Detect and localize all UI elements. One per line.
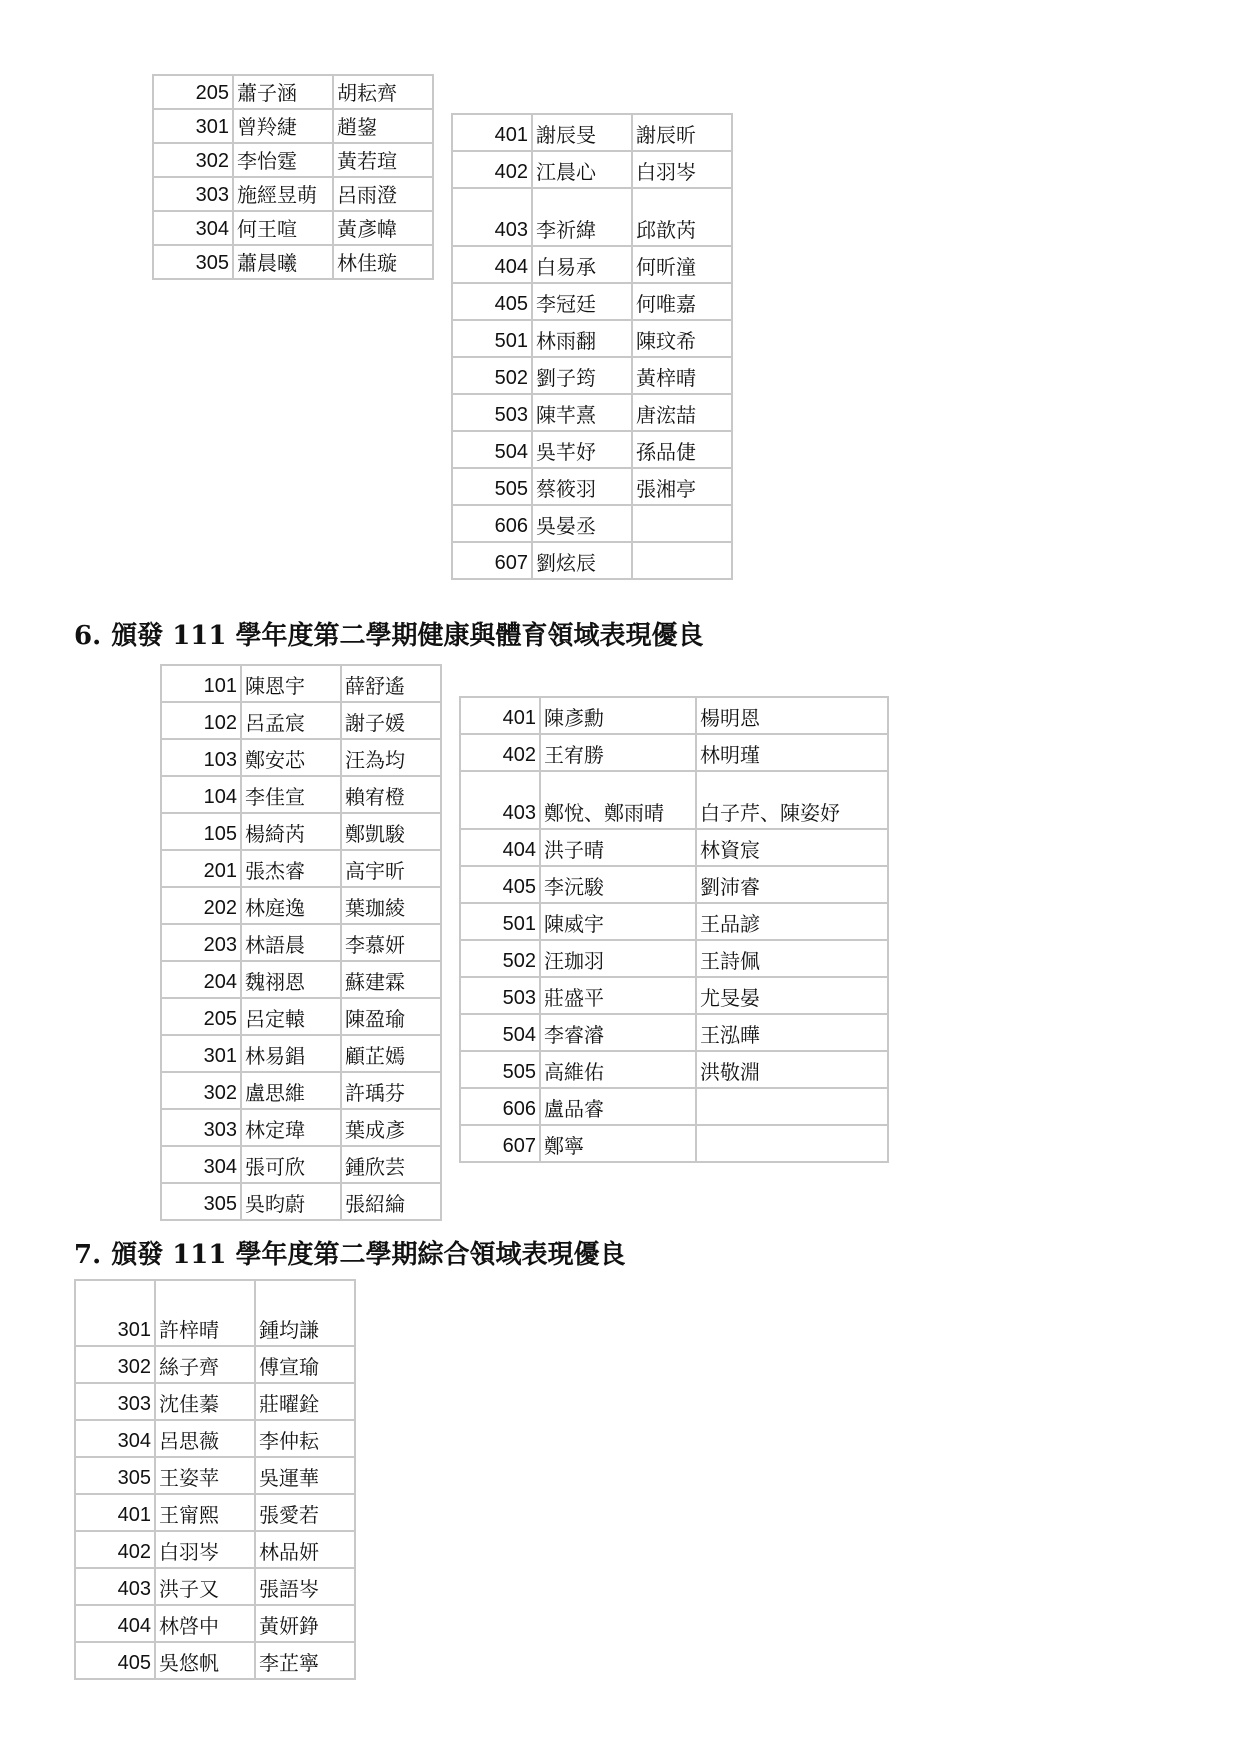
class-number-cell: 505 <box>460 1051 540 1088</box>
student-name-cell: 曾羚緁 <box>233 109 333 143</box>
class-number-cell: 502 <box>452 357 532 394</box>
section-title: 頒發 111 學年度第二學期綜合領域表現優良 <box>111 1240 626 1270</box>
student-name-cell: 林雨翻 <box>532 320 632 357</box>
class-number-cell: 304 <box>153 211 233 245</box>
table-row <box>460 940 888 977</box>
student-name-cell: 趙鋆 <box>333 109 433 143</box>
section-title: 頒發 111 學年度第二學期健康與體育領域表現優良 <box>111 621 704 651</box>
student-name-cell: 高維佑 <box>540 1051 696 1088</box>
table-row <box>452 320 732 357</box>
student-name-cell: 白易承 <box>532 246 632 283</box>
class-number-cell: 405 <box>452 283 532 320</box>
student-name-cell: 王甯熙 <box>155 1494 255 1531</box>
student-name-cell: 李冠廷 <box>532 283 632 320</box>
table-row <box>452 394 732 431</box>
student-name-cell: 葉成彥 <box>341 1109 441 1146</box>
table-row <box>460 829 888 866</box>
student-name-cell: 張杰睿 <box>241 850 341 887</box>
student-name-cell <box>696 1088 888 1125</box>
class-number-cell: 304 <box>161 1146 241 1183</box>
student-name-cell: 林語晨 <box>241 924 341 961</box>
student-name-cell: 陳芊熹 <box>532 394 632 431</box>
student-name-cell: 黃彥幃 <box>333 211 433 245</box>
class-number-cell: 301 <box>161 1035 241 1072</box>
table-row <box>452 114 732 151</box>
class-number-cell: 303 <box>161 1109 241 1146</box>
class-number-cell: 202 <box>161 887 241 924</box>
table-row <box>460 771 888 829</box>
table-row <box>75 1457 355 1494</box>
student-name-cell <box>696 1125 888 1162</box>
student-name-cell: 蕭晨曦 <box>233 245 333 279</box>
student-name-cell: 王宥勝 <box>540 734 696 771</box>
class-number-cell: 305 <box>161 1183 241 1220</box>
student-name-cell: 孫品倢 <box>632 431 732 468</box>
table-row <box>460 1014 888 1051</box>
student-name-cell: 林品妍 <box>255 1531 355 1568</box>
table-row <box>161 850 441 887</box>
class-number-cell: 504 <box>460 1014 540 1051</box>
student-name-cell: 白羽岑 <box>155 1531 255 1568</box>
student-name-cell: 何王喧 <box>233 211 333 245</box>
student-name-cell <box>632 505 732 542</box>
student-name-cell: 吳昀蔚 <box>241 1183 341 1220</box>
class-number-cell: 402 <box>460 734 540 771</box>
table-row <box>460 1088 888 1125</box>
class-number-cell: 404 <box>452 246 532 283</box>
student-name-cell: 呂孟宸 <box>241 702 341 739</box>
class-number-cell: 105 <box>161 813 241 850</box>
class-number-cell: 103 <box>161 739 241 776</box>
table-row <box>460 1051 888 1088</box>
section-7-heading <box>74 1242 626 1268</box>
table-row <box>75 1642 355 1679</box>
student-name-cell: 盧品睿 <box>540 1088 696 1125</box>
class-number-cell: 101 <box>161 665 241 702</box>
section-6-heading <box>74 623 704 649</box>
student-name-cell: 莊曜銓 <box>255 1383 355 1420</box>
table-row <box>75 1568 355 1605</box>
student-name-cell: 李祈緯 <box>532 188 632 246</box>
student-name-cell: 呂定轅 <box>241 998 341 1035</box>
student-name-cell: 呂雨澄 <box>333 177 433 211</box>
student-name-cell: 吳悠帆 <box>155 1642 255 1679</box>
class-number-cell: 402 <box>75 1531 155 1568</box>
integrative-activities-award-table <box>74 1279 356 1680</box>
table-row <box>452 283 732 320</box>
section-number: 7. <box>74 1240 102 1270</box>
student-name-cell: 洪子晴 <box>540 829 696 866</box>
class-number-cell: 403 <box>452 188 532 246</box>
class-number-cell: 302 <box>153 143 233 177</box>
class-number-cell: 401 <box>452 114 532 151</box>
table-row <box>452 151 732 188</box>
student-name-cell: 賴宥橙 <box>341 776 441 813</box>
table-row <box>153 211 433 245</box>
student-name-cell: 胡耘齊 <box>333 75 433 109</box>
class-number-cell: 403 <box>460 771 540 829</box>
class-number-cell: 301 <box>75 1280 155 1346</box>
table-row <box>161 739 441 776</box>
student-name-cell: 何昕潼 <box>632 246 732 283</box>
table-row <box>161 776 441 813</box>
class-number-cell: 304 <box>75 1420 155 1457</box>
student-name-cell: 顧芷嫣 <box>341 1035 441 1072</box>
class-number-cell: 305 <box>153 245 233 279</box>
table-row <box>460 697 888 734</box>
class-number-cell: 503 <box>460 977 540 1014</box>
table-row <box>452 246 732 283</box>
student-name-cell: 黃若瑄 <box>333 143 433 177</box>
student-name-cell: 謝子媛 <box>341 702 441 739</box>
student-name-cell: 張紹綸 <box>341 1183 441 1220</box>
class-number-cell: 501 <box>460 903 540 940</box>
student-name-cell: 黃妍錚 <box>255 1605 355 1642</box>
student-name-cell: 鄭安芯 <box>241 739 341 776</box>
student-name-cell: 劉炫辰 <box>532 542 632 579</box>
student-name-cell: 李仲耘 <box>255 1420 355 1457</box>
student-name-cell: 絲子齊 <box>155 1346 255 1383</box>
class-number-cell: 403 <box>75 1568 155 1605</box>
student-name-cell: 李沅駿 <box>540 866 696 903</box>
student-name-cell: 許梓晴 <box>155 1280 255 1346</box>
student-name-cell: 李佳宣 <box>241 776 341 813</box>
table-row <box>75 1346 355 1383</box>
class-number-cell: 201 <box>161 850 241 887</box>
class-number-cell: 606 <box>460 1088 540 1125</box>
student-name-cell: 鄭凱駿 <box>341 813 441 850</box>
student-name-cell: 鍾欣芸 <box>341 1146 441 1183</box>
class-number-cell: 405 <box>460 866 540 903</box>
student-name-cell: 林易錩 <box>241 1035 341 1072</box>
student-name-cell: 高宇昕 <box>341 850 441 887</box>
student-name-cell: 鍾均謙 <box>255 1280 355 1346</box>
student-name-cell: 汪珈羽 <box>540 940 696 977</box>
student-name-cell: 洪子又 <box>155 1568 255 1605</box>
student-name-cell: 楊綺芮 <box>241 813 341 850</box>
student-name-cell: 林佳璇 <box>333 245 433 279</box>
table-row <box>161 1109 441 1146</box>
student-name-cell: 陳盈瑜 <box>341 998 441 1035</box>
student-name-cell: 黃梓晴 <box>632 357 732 394</box>
table-row <box>161 813 441 850</box>
student-name-cell: 謝辰旻 <box>532 114 632 151</box>
class-number-cell: 303 <box>153 177 233 211</box>
student-name-cell: 謝辰昕 <box>632 114 732 151</box>
student-name-cell: 王姿苹 <box>155 1457 255 1494</box>
table-row <box>75 1605 355 1642</box>
table-row <box>452 468 732 505</box>
class-number-cell: 405 <box>75 1642 155 1679</box>
student-name-cell: 王品諺 <box>696 903 888 940</box>
student-name-cell: 王詩佩 <box>696 940 888 977</box>
student-name-cell: 李芷寧 <box>255 1642 355 1679</box>
table-row <box>460 903 888 940</box>
student-name-cell: 沈佳蓁 <box>155 1383 255 1420</box>
student-name-cell: 王泓曄 <box>696 1014 888 1051</box>
class-number-cell: 607 <box>460 1125 540 1162</box>
student-name-cell: 吳晏丞 <box>532 505 632 542</box>
student-name-cell: 李怡霆 <box>233 143 333 177</box>
table-row <box>161 1146 441 1183</box>
student-name-cell: 白羽岑 <box>632 151 732 188</box>
table-row <box>452 542 732 579</box>
class-number-cell: 301 <box>153 109 233 143</box>
class-number-cell: 505 <box>452 468 532 505</box>
table-row <box>452 188 732 246</box>
student-name-cell: 劉子筠 <box>532 357 632 394</box>
student-name-cell: 施經昱萌 <box>233 177 333 211</box>
student-name-cell: 劉沛睿 <box>696 866 888 903</box>
class-number-cell: 102 <box>161 702 241 739</box>
table-row <box>153 245 433 279</box>
student-name-cell: 許瑀芬 <box>341 1072 441 1109</box>
student-name-cell: 陳恩宇 <box>241 665 341 702</box>
student-name-cell: 張可欣 <box>241 1146 341 1183</box>
class-number-cell: 607 <box>452 542 532 579</box>
table-row <box>460 1125 888 1162</box>
table-row <box>153 177 433 211</box>
section-number: 6. <box>74 621 102 651</box>
table-row <box>161 1072 441 1109</box>
student-name-cell: 張語岑 <box>255 1568 355 1605</box>
class-number-cell: 402 <box>452 151 532 188</box>
table-row <box>161 998 441 1035</box>
class-number-cell: 404 <box>460 829 540 866</box>
class-number-cell: 104 <box>161 776 241 813</box>
student-name-cell: 傅宣瑜 <box>255 1346 355 1383</box>
class-number-cell: 606 <box>452 505 532 542</box>
student-name-cell: 林定瑋 <box>241 1109 341 1146</box>
student-name-cell: 林明瑾 <box>696 734 888 771</box>
class-number-cell: 302 <box>75 1346 155 1383</box>
student-name-cell: 陳威宇 <box>540 903 696 940</box>
class-number-cell: 503 <box>452 394 532 431</box>
student-name-cell: 鄭寧 <box>540 1125 696 1162</box>
student-name-cell: 何唯嘉 <box>632 283 732 320</box>
table-row <box>161 924 441 961</box>
table-row <box>161 961 441 998</box>
health-pe-award-table-grade-4-6 <box>459 696 889 1163</box>
student-name-cell: 尤旻晏 <box>696 977 888 1014</box>
class-number-cell: 204 <box>161 961 241 998</box>
health-pe-award-table-grade-1-3 <box>160 664 442 1221</box>
student-name-cell: 汪為均 <box>341 739 441 776</box>
student-name-cell: 唐浤喆 <box>632 394 732 431</box>
award-table-continued-grade-2-3 <box>152 74 434 280</box>
table-row <box>161 887 441 924</box>
table-row <box>75 1280 355 1346</box>
student-name-cell: 吳運華 <box>255 1457 355 1494</box>
student-name-cell: 林資宸 <box>696 829 888 866</box>
table-row <box>452 505 732 542</box>
student-name-cell: 薛舒遙 <box>341 665 441 702</box>
table-row <box>161 1035 441 1072</box>
student-name-cell: 白子芹、陳姿妤 <box>696 771 888 829</box>
student-name-cell: 洪敬淵 <box>696 1051 888 1088</box>
student-name-cell: 魏祤恩 <box>241 961 341 998</box>
student-name-cell: 張愛若 <box>255 1494 355 1531</box>
class-number-cell: 404 <box>75 1605 155 1642</box>
table-row <box>161 1183 441 1220</box>
student-name-cell <box>632 542 732 579</box>
table-row <box>452 431 732 468</box>
student-name-cell: 莊盛平 <box>540 977 696 1014</box>
table-row <box>75 1531 355 1568</box>
table-row <box>161 665 441 702</box>
class-number-cell: 205 <box>161 998 241 1035</box>
student-name-cell: 邱歆芮 <box>632 188 732 246</box>
class-number-cell: 501 <box>452 320 532 357</box>
table-row <box>153 143 433 177</box>
table-row <box>153 75 433 109</box>
student-name-cell: 江晨心 <box>532 151 632 188</box>
table-row <box>75 1383 355 1420</box>
table-row <box>75 1420 355 1457</box>
student-name-cell: 蘇建霖 <box>341 961 441 998</box>
student-name-cell: 李慕妍 <box>341 924 441 961</box>
table-row <box>75 1494 355 1531</box>
student-name-cell: 陳玟希 <box>632 320 732 357</box>
class-number-cell: 504 <box>452 431 532 468</box>
table-row <box>153 109 433 143</box>
class-number-cell: 302 <box>161 1072 241 1109</box>
student-name-cell: 楊明恩 <box>696 697 888 734</box>
table-row <box>460 866 888 903</box>
student-name-cell: 盧思維 <box>241 1072 341 1109</box>
student-name-cell: 張湘亭 <box>632 468 732 505</box>
class-number-cell: 303 <box>75 1383 155 1420</box>
class-number-cell: 305 <box>75 1457 155 1494</box>
student-name-cell: 林啓中 <box>155 1605 255 1642</box>
student-name-cell: 呂思薇 <box>155 1420 255 1457</box>
table-row <box>452 357 732 394</box>
award-table-continued-grade-4-6 <box>451 113 733 580</box>
student-name-cell: 李睿濬 <box>540 1014 696 1051</box>
table-row <box>460 977 888 1014</box>
student-name-cell: 蕭子涵 <box>233 75 333 109</box>
table-row <box>460 734 888 771</box>
class-number-cell: 205 <box>153 75 233 109</box>
student-name-cell: 鄭悅、鄭雨晴 <box>540 771 696 829</box>
class-number-cell: 502 <box>460 940 540 977</box>
class-number-cell: 203 <box>161 924 241 961</box>
student-name-cell: 陳彥勳 <box>540 697 696 734</box>
class-number-cell: 401 <box>460 697 540 734</box>
class-number-cell: 401 <box>75 1494 155 1531</box>
student-name-cell: 葉珈綾 <box>341 887 441 924</box>
student-name-cell: 吳芊妤 <box>532 431 632 468</box>
table-row <box>161 702 441 739</box>
student-name-cell: 林庭逸 <box>241 887 341 924</box>
student-name-cell: 蔡筱羽 <box>532 468 632 505</box>
